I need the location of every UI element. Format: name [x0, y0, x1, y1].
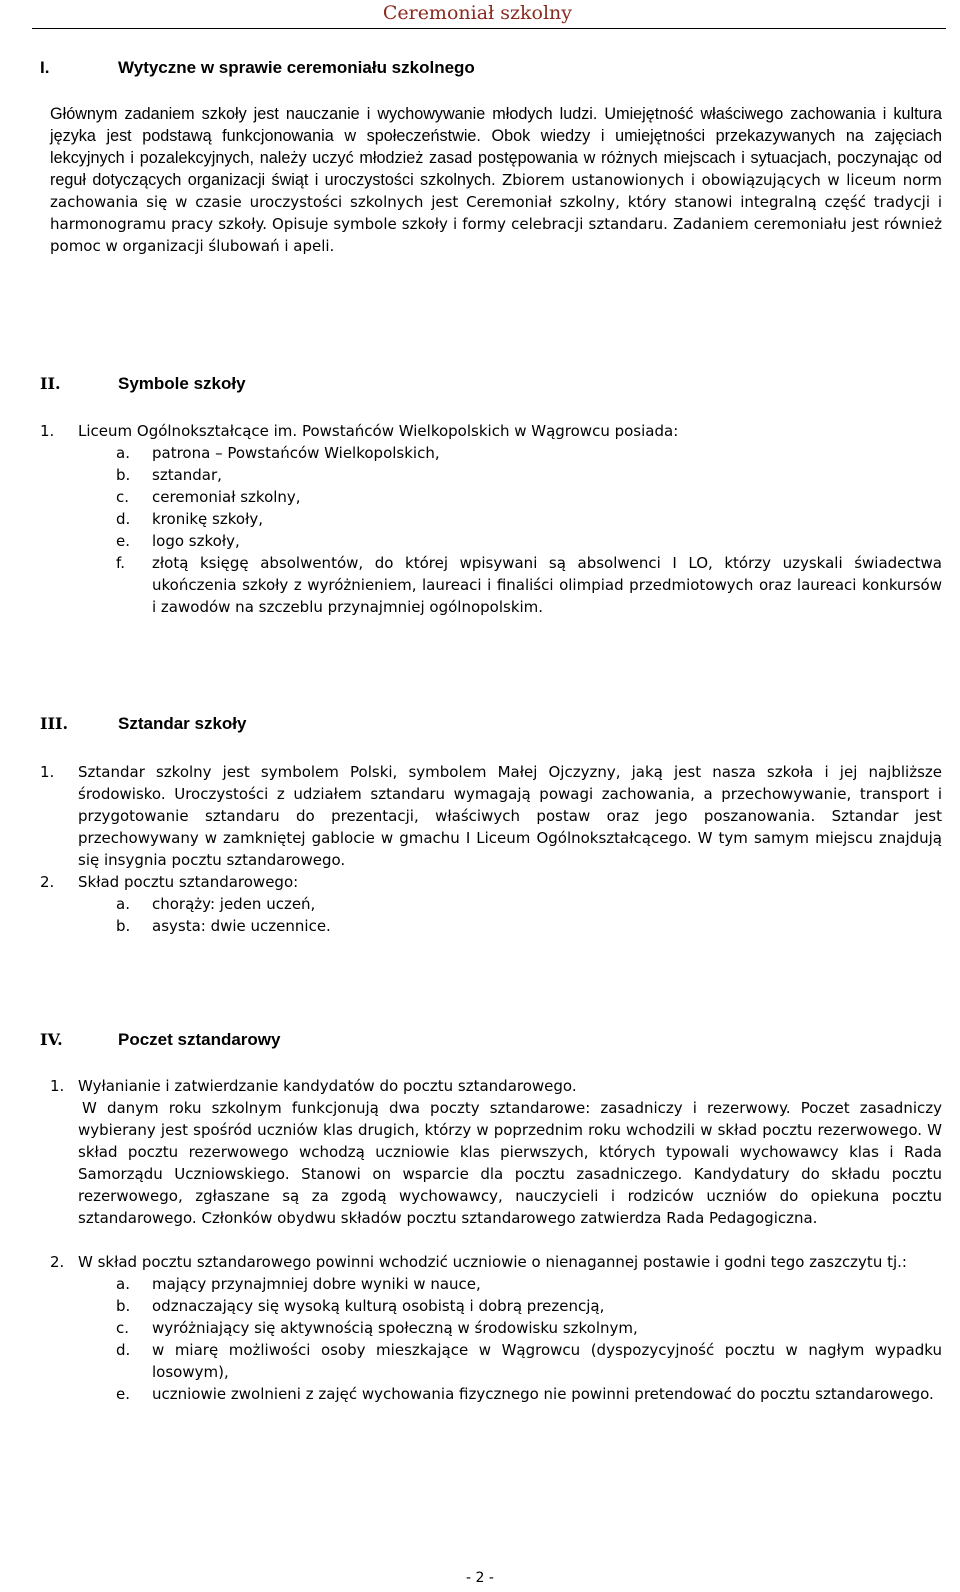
list-marker: c.: [116, 488, 130, 506]
section-3-sublist: [40, 893, 942, 937]
list-item: [116, 915, 942, 937]
list-item: [40, 1075, 942, 1097]
list-marker: b.: [116, 917, 131, 935]
list-item: [116, 1295, 942, 1317]
section-3-number: III.: [40, 714, 69, 733]
list-item-text: Sztandar szkolny jest symbolem Polski, symbolem Małej Ojczyzny, jaką jest nasza szkoła i jej najbliższe środowisko. Uroczystości z udziałem sztandaru wymagają powagi zachowania, a przechowywanie, transport i przygotowanie sztandaru do prezentacji, właściwych postaw oraz jego poszanowania. Sztandar jest przechowywany w zamkniętej gablocie w gmachu I Liceum Ogólnokształcącego. W tym samym miejscu znajdują się insygnia pocztu sztandarowego.: [78, 763, 942, 869]
list-item-text: patrona – Powstańców Wielkopolskich,: [152, 444, 440, 462]
list-item-text: uczniowie zwolnieni z zajęć wychowania fizycznego nie powinni pretendować do pocztu sztandarowego.: [152, 1385, 934, 1403]
list-item: [116, 464, 942, 486]
list-marker: e.: [116, 1385, 130, 1403]
list-item: [116, 1339, 942, 1383]
list-marker: f.: [116, 554, 125, 572]
list-item: [116, 530, 942, 552]
section-4-item-1-body: W danym roku szkolnym funkcjonują dwa poczty sztandarowe: zasadniczy i rezerwowy. Poczet zasadniczy wybierany jest spośród uczniów klas drugich, którzy w poprzednim roku wchodzili w skład pocztu rezerwowego. W skład pocztu rezerwowego wchodzą uczniowie klas pierwszych, których typowali wychowawcy klas i Rada Samorządu Uczniowskiego. Stanowi on wsparcie dla pocztu zasadniczego. Kandydatury do składu pocztu rezerwowego, zgłaszane są za zgodą wychowawcy, nauczycieli i rodziców uczniów do opiekuna pocztu sztandarowego. Członków obydwu składów pocztu sztandarowego zatwierdza Rada Pedagogiczna.: [78, 1099, 942, 1227]
list-marker: a.: [116, 1275, 130, 1293]
list-marker: 1.: [40, 763, 55, 781]
list-item-text: mający przynajmniej dobre wyniki w nauce,: [152, 1275, 481, 1293]
list-marker: a.: [116, 895, 130, 913]
list-marker: 2.: [40, 873, 55, 891]
section-4-number: IV.: [40, 1030, 63, 1049]
list-item: [116, 893, 942, 915]
section-1-paragraph-part1: Głównym zadaniem szkoły jest nauczanie i wychowywanie młodych ludzi. Umiejętność właściwego zachowania i kultura języka jest podstawą funkcjonowania w społeczeństwie. Obok wiedzy i umiejętności przekazywanych na zajęciach lekcyjnych i pozalekcyjnych, należy uczyć młodzież zasad postępowania w różnych miejscach i sytuacjach, poczynając od reguł dotyczących organizacji świąt i uroczystości szkolnych.: [50, 105, 942, 189]
list-marker: a.: [116, 444, 130, 462]
list-marker: 2.: [50, 1253, 65, 1271]
page-number: - 2 -: [466, 1570, 494, 1586]
list-item-text: złotą księgę absolwentów, do której wpisywani są absolwenci I LO, którzy uzyskali świadectwa ukończenia szkoły z wyróżnieniem, laureaci i finaliści olimpiad przedmiotowych oraz laureaci konkursów i zawodów na szczeblu przynajmniej ogólnopolskim.: [152, 554, 942, 616]
list-item-text: chorąży: jeden uczeń,: [152, 895, 316, 913]
header-rule: [32, 28, 946, 29]
list-item-text: Skład pocztu sztandarowego:: [78, 873, 299, 891]
list-item: [116, 508, 942, 530]
section-3-list: [40, 761, 942, 937]
list-item: [40, 1251, 942, 1273]
list-item: [40, 761, 942, 871]
list-item-text: W skład pocztu sztandarowego powinni wchodzić uczniowie o nienagannej postawie i godni tego zaszczytu tj.:: [78, 1253, 907, 1271]
section-3-title: Sztandar szkoły: [118, 714, 247, 733]
list-item: [40, 420, 942, 442]
list-marker: 1.: [50, 1077, 65, 1095]
list-marker: d.: [116, 510, 131, 528]
list-item: [116, 1383, 942, 1405]
list-item-text: kronikę szkoły,: [152, 510, 263, 528]
list-marker: 1.: [40, 422, 55, 440]
list-marker: c.: [116, 1319, 130, 1337]
list-item: [116, 552, 942, 618]
section-4-list: [40, 1075, 942, 1405]
section-2-number: II.: [40, 374, 61, 393]
list-marker: d.: [116, 1341, 131, 1359]
list-item-text: ceremoniał szkolny,: [152, 488, 301, 506]
section-4-sublist: [40, 1273, 942, 1405]
list-item-text: Liceum Ogólnokształcące im. Powstańców Wielkopolskich w Wągrowcu posiada:: [78, 422, 679, 440]
section-1-paragraph-part2: Zbiorem ustanowionych i obowiązujących w liceum norm zachowania się w czasie uroczystości szkolnych jest Ceremoniał szkolny, który stanowi integralną część tradycji i harmonogramu pracy szkoły. Opisuje symbole szkoły i formy celebracji sztandaru. Zadaniem ceremoniału jest również pomoc w organizacji ślubowań i apeli.: [50, 171, 942, 255]
list-item-text: sztandar,: [152, 466, 222, 484]
list-item: [116, 442, 942, 464]
list-item: [40, 871, 942, 893]
list-item-text: odznaczający się wysoką kulturą osobistą i dobrą prezencją,: [152, 1297, 605, 1315]
list-marker: e.: [116, 532, 130, 550]
list-item-text: wyróżniający się aktywnością społeczną w środowisku szkolnym,: [152, 1319, 638, 1337]
section-1-number: I.: [40, 58, 50, 77]
section-2-list: [40, 420, 942, 618]
list-item-title: Wyłanianie i zatwierdzanie kandydatów do pocztu sztandarowego.: [78, 1077, 577, 1095]
section-1-title: Wytyczne w sprawie ceremoniału szkolnego: [118, 58, 475, 77]
section-2-title: Symbole szkoły: [118, 374, 246, 393]
list-item: [116, 1317, 942, 1339]
list-item: [116, 1273, 942, 1295]
list-item-text: logo szkoły,: [152, 532, 240, 550]
section-1-paragraph: [50, 103, 942, 257]
list-marker: b.: [116, 1297, 131, 1315]
list-marker: b.: [116, 466, 131, 484]
running-header-title: Ceremoniał szkolny: [382, 2, 572, 24]
list-item-text: asysta: dwie uczennice.: [152, 917, 331, 935]
section-2-sublist: [40, 442, 942, 618]
list-item-text: w miarę możliwości osoby mieszkające w Wągrowcu (dyspozycyjność pocztu w nagłym wypadku losowym),: [152, 1341, 942, 1381]
list-item: [116, 486, 942, 508]
spacer: [40, 1229, 942, 1251]
section-4-title: Poczet sztandarowy: [118, 1030, 281, 1049]
